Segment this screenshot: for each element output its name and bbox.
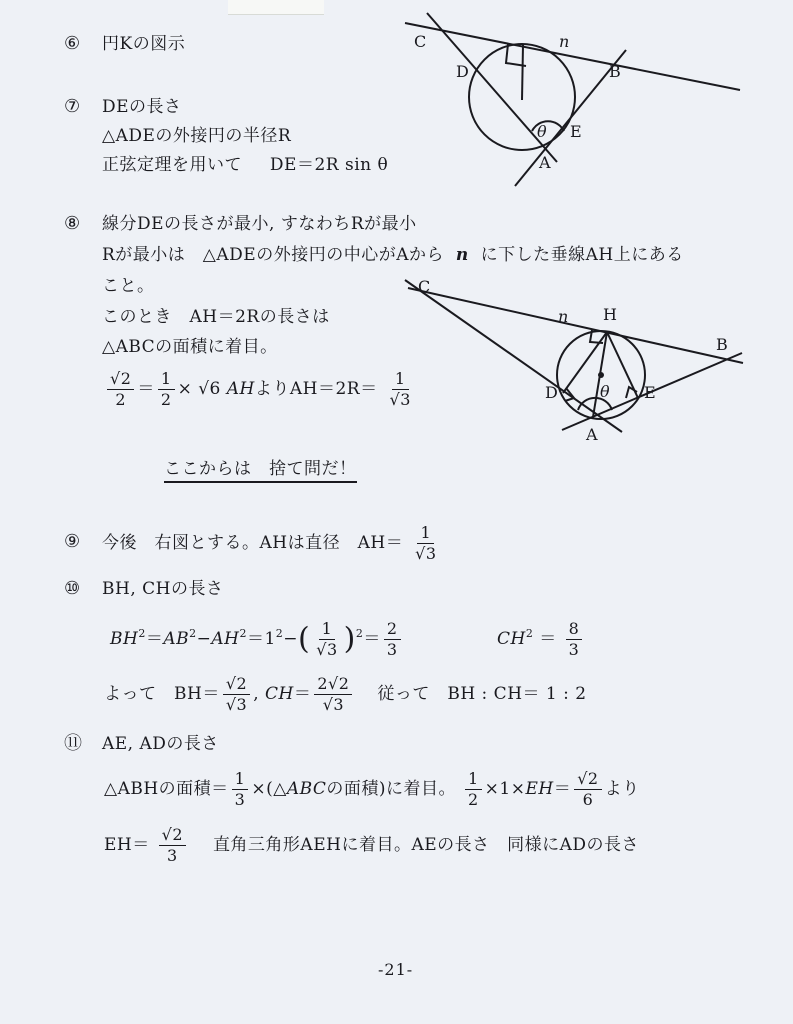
- segment-he: [607, 332, 638, 398]
- fraction: $\frac{1}{√3}$: [415, 523, 437, 563]
- label-b: B: [609, 62, 621, 81]
- label-a: A: [539, 153, 551, 172]
- center-point: [598, 372, 604, 378]
- fraction: $\frac{1}{2}$: [465, 770, 482, 809]
- section-8-line4: このとき AH＝2Rの長さは: [102, 307, 330, 327]
- line-n: [408, 288, 743, 363]
- fraction: $\frac{2√2}{√3}$: [314, 675, 352, 714]
- fraction: $\frac{1}{2}$: [158, 370, 175, 409]
- figure-circle-k: [400, 0, 760, 190]
- section-7-marker: ⑦: [64, 96, 81, 117]
- section-10-equation-ch: $CH^2$ ＝ $\frac{8}{3}$: [497, 620, 585, 659]
- label-a: A: [586, 425, 598, 444]
- label-b: B: [716, 335, 728, 354]
- label-n: n: [559, 32, 570, 51]
- section-7-title: DEの長さ: [102, 97, 182, 117]
- section-8-line1: 線分DEの長さが最小, すなわちRが最小: [102, 214, 417, 234]
- figure-circle-ah-diameter: [400, 270, 760, 450]
- section-10-conclusion: よって BH＝ $\frac{√2}{√3}$ , CH＝ $\frac{2√2}{√3}$ 従って BH : CH＝ 1 : 2: [104, 674, 587, 714]
- section-6-marker: ⑥: [64, 33, 81, 54]
- label-e: E: [644, 383, 656, 402]
- section-9-line: 今後 右図とする。AHは直径 AH＝ $\frac{1}{√3}$: [102, 524, 443, 563]
- label-h: H: [603, 305, 617, 324]
- section-8-line2-b: に下した垂線AH上にある: [480, 245, 684, 265]
- section-10-equation-bh: $BH^2=AB^2-AH^2=1^2-$( $\frac{1}{√3}$ )$^2$＝ $\frac{2}{3}$: [110, 620, 404, 659]
- line-n-label: n: [455, 245, 469, 265]
- section-11-marker: ⑪: [64, 733, 82, 754]
- fraction: $\frac{8}{3}$: [566, 620, 583, 659]
- section-10-marker: ⑩: [64, 578, 81, 599]
- label-d: D: [456, 62, 469, 81]
- label-e: E: [570, 122, 582, 141]
- fraction: $\frac{1}{3}$: [232, 770, 249, 809]
- fraction: $\frac{√2}{√3}$: [223, 675, 250, 714]
- section-11-line1: △ABHの面積＝ $\frac{1}{3}$ ×(△ABCの面積)に着目。 $\frac{1}{2}$ ×1×EH＝ $\frac{√2}{6}$ より: [104, 769, 640, 809]
- section-7-line1: △ADEの外接円の半径R: [102, 126, 292, 146]
- section-7-line2-prefix: 正弦定理を用いて: [102, 155, 242, 175]
- section-8-line3: こと。: [102, 276, 155, 296]
- section-6-title: 円Kの図示: [102, 34, 186, 54]
- label-theta: θ: [600, 382, 610, 401]
- page-number: -21-: [378, 960, 414, 979]
- fraction: $\frac{√2}{6}$: [574, 770, 601, 809]
- section-8-marker: ⑧: [64, 213, 81, 234]
- fraction: $\frac{1}{√3}$: [316, 619, 338, 659]
- section-11-line2: EH＝ $\frac{√2}{3}$ 直角三角形AEHに着目。AEの長さ 同様にADの長さ: [104, 825, 640, 865]
- discard-note: ここからは 捨て問だ！: [164, 458, 357, 480]
- section-11-title: AE, ADの長さ: [102, 734, 219, 754]
- fraction: $\frac{1}{√3}$: [389, 369, 411, 409]
- scan-tape-strip: [228, 0, 324, 15]
- section-8-line5: △ABCの面積に着目。: [102, 337, 278, 357]
- label-theta: θ: [537, 122, 547, 141]
- section-8-equation: $\frac{√2}{2}$ ＝ $\frac{1}{2}$ × √6 AHよりAH＝2R＝ $\frac{1}{√3}$: [104, 370, 417, 409]
- label-c: C: [414, 32, 427, 51]
- label-d: D: [545, 383, 558, 402]
- section-7-line2: [102, 154, 388, 176]
- section-8-line2: [102, 244, 684, 266]
- radius-perpendicular: [522, 45, 523, 100]
- section-10-title: BH, CHの長さ: [102, 579, 224, 599]
- fraction: $\frac{√2}{3}$: [159, 826, 186, 865]
- section-8-line2-a: Rが最小は △ADEの外接円の中心がAから: [102, 245, 444, 265]
- fraction: $\frac{√2}{2}$: [107, 370, 134, 409]
- fraction: $\frac{2}{3}$: [384, 620, 401, 659]
- section-9-marker: ⑨: [64, 531, 81, 552]
- sine-law-formula: DE＝2R sin θ: [269, 155, 389, 175]
- label-c: C: [418, 277, 431, 296]
- label-n: n: [558, 307, 569, 326]
